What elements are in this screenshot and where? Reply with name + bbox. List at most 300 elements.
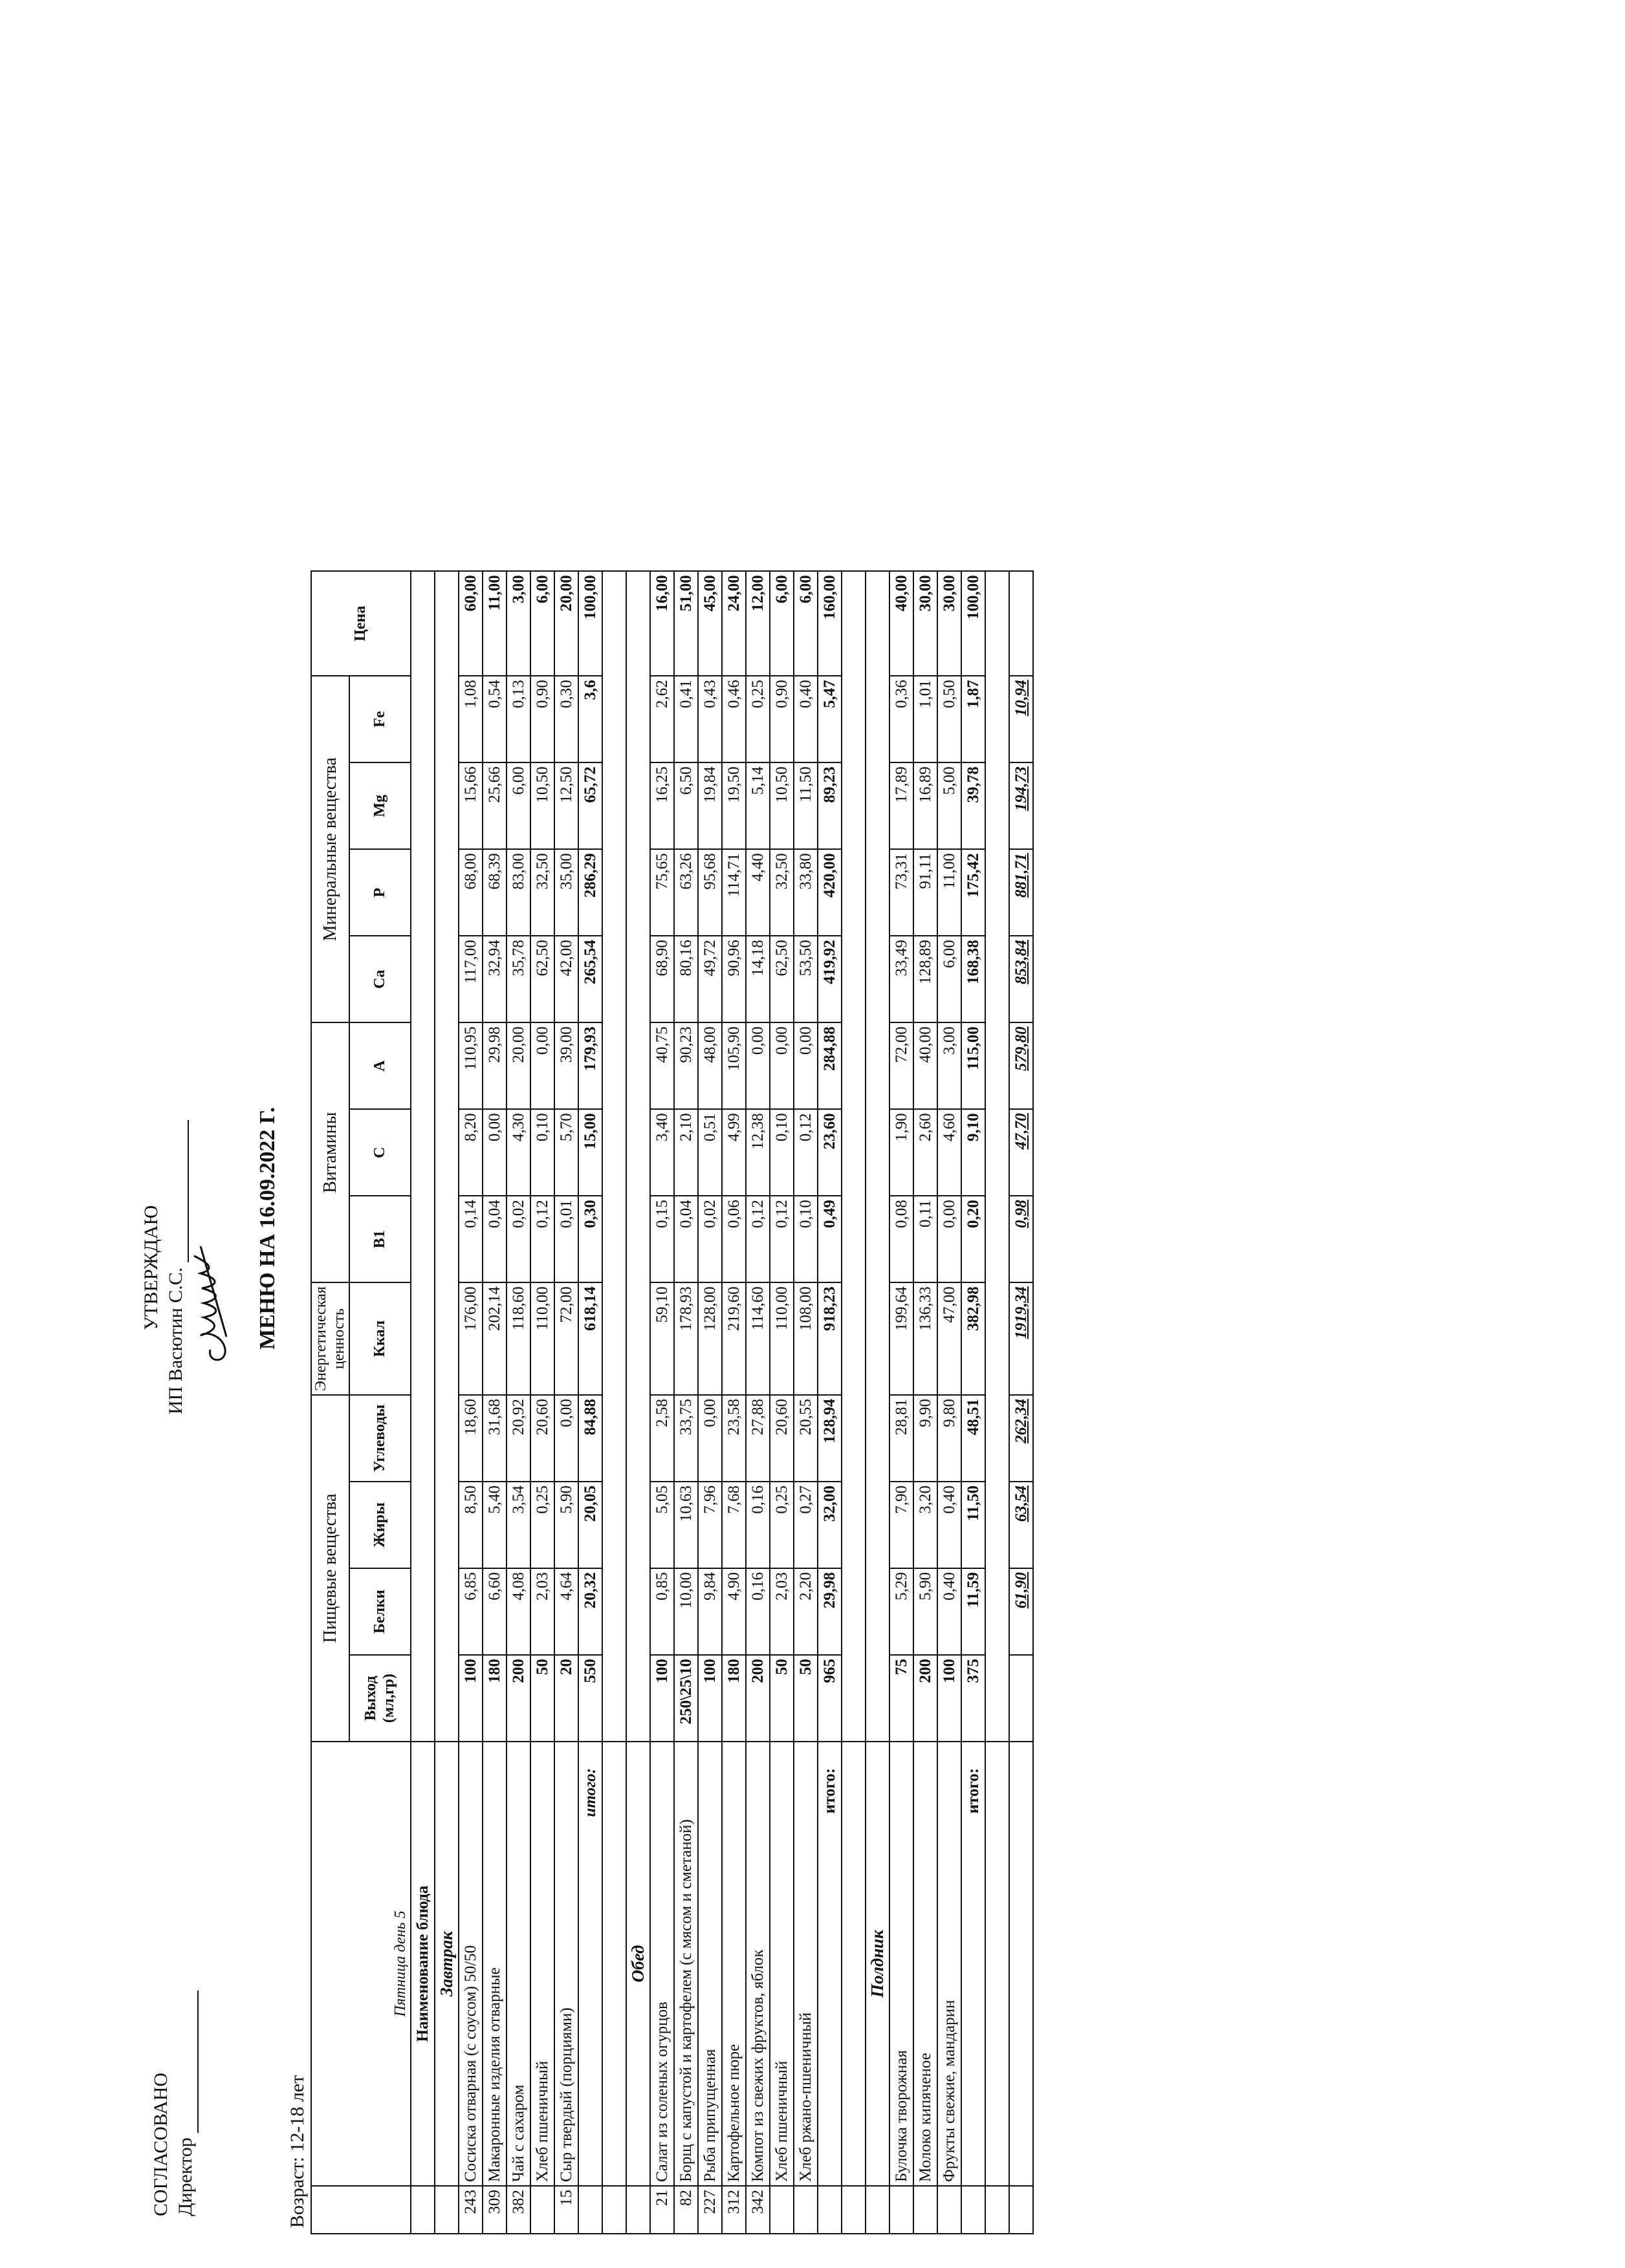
dish-code: 15 [554, 2186, 578, 2234]
section-title-row [866, 571, 889, 2234]
cell-fat: 5,90 [554, 1482, 578, 1568]
cell-price: 6,00 [530, 571, 554, 676]
cell-out: 200 [913, 1655, 937, 1742]
total-b1: 0,49 [818, 1196, 842, 1282]
cell-carb: 9,90 [913, 1395, 937, 1482]
cell-fat: 7,68 [722, 1482, 746, 1568]
header-fe: Fe [349, 676, 411, 762]
cell-prot: 2,03 [530, 1568, 554, 1655]
cell-c: 2,10 [674, 1109, 698, 1196]
dish-code [530, 2186, 554, 2234]
cell-c: 0,10 [770, 1109, 794, 1196]
cell-carb: 31,68 [483, 1395, 507, 1482]
table-row [650, 571, 674, 2234]
cell-fat: 0,16 [746, 1482, 770, 1568]
header-ca: Ca [349, 936, 411, 1022]
dish-name: Молоко кипяченое [913, 1742, 937, 2186]
cell-ca: 128,89 [913, 936, 937, 1022]
cell-out: 50 [530, 1655, 554, 1742]
cell-ca: 80,16 [674, 936, 698, 1022]
cell-b1: 0,14 [459, 1196, 483, 1282]
cell-mg: 15,66 [459, 762, 483, 849]
cell-mg: 6,00 [507, 762, 530, 849]
cell-mg: 12,50 [554, 762, 578, 849]
header-carbs: Углеводы [349, 1395, 411, 1482]
total-b1: 0,20 [961, 1196, 985, 1282]
cell-kcal: 59,10 [650, 1282, 674, 1395]
dish-code: 243 [459, 2186, 483, 2234]
cell-c: 0,00 [483, 1109, 507, 1196]
cell-p: 32,50 [530, 849, 554, 936]
cell-b1: 0,12 [770, 1196, 794, 1282]
total-out: 550 [578, 1655, 602, 1742]
table-row [770, 571, 794, 2234]
cell-carb: 0,00 [698, 1395, 722, 1482]
cell-carb: 27,88 [746, 1395, 770, 1482]
cell-c: 12,38 [746, 1109, 770, 1196]
table-row [722, 571, 746, 2234]
total-c: 15,00 [578, 1109, 602, 1196]
cell-price: 51,00 [674, 571, 698, 676]
cell-fat: 10,63 [674, 1482, 698, 1568]
section-total-row [578, 571, 602, 2234]
cell-p: 75,65 [650, 849, 674, 936]
dish-name: Хлеб пшеничный [770, 1742, 794, 2186]
cell-c: 5,70 [554, 1109, 578, 1196]
total-fat: 11,50 [961, 1482, 985, 1568]
dish-code [889, 2186, 913, 2234]
cell-price: 3,00 [507, 571, 530, 676]
cell-price: 30,00 [913, 571, 937, 676]
agreed-block [149, 1991, 199, 2216]
cell-c: 0,10 [530, 1109, 554, 1196]
total-mg: 65,72 [578, 762, 602, 849]
cell-price: 45,00 [698, 571, 722, 676]
total-fe: 5,47 [818, 676, 842, 762]
section-title-row [435, 571, 459, 2234]
cell-fat: 0,27 [794, 1482, 818, 1568]
cell-fe: 0,25 [746, 676, 770, 762]
dish-name: Фрукты свежие, мандарин [937, 1742, 961, 2186]
cell-b1: 0,02 [507, 1196, 530, 1282]
cell-a: 105,90 [722, 1022, 746, 1109]
cell-b1: 0,04 [483, 1196, 507, 1282]
header-b1: B1 [349, 1196, 411, 1282]
cell-kcal: 110,00 [770, 1282, 794, 1395]
dish-name: Компот из свежих фруктов, яблок [746, 1742, 770, 2186]
cell-prot: 6,60 [483, 1568, 507, 1655]
section-title: Полдник [866, 1742, 889, 2186]
snack-section [866, 571, 1009, 2234]
section-total-row [961, 571, 985, 2234]
table-row [507, 571, 530, 2234]
menu-title: МЕНЮ НА 16.09.2022 Г. [256, 1107, 279, 1350]
cell-price: 20,00 [554, 571, 578, 676]
cell-kcal: 219,60 [722, 1282, 746, 1395]
header-vitamins: Витамины [311, 1022, 349, 1282]
cell-fe: 0,90 [530, 676, 554, 762]
grand-prot: 61,90 [1009, 1568, 1033, 1655]
cell-a: 20,00 [507, 1022, 530, 1109]
cell-kcal: 136,33 [913, 1282, 937, 1395]
cell-a: 40,00 [913, 1022, 937, 1109]
cell-c: 0,51 [698, 1109, 722, 1196]
cell-fe: 0,43 [698, 676, 722, 762]
total-fe: 1,87 [961, 676, 985, 762]
total-prot: 11,59 [961, 1568, 985, 1655]
cell-fat: 7,90 [889, 1482, 913, 1568]
cell-out: 100 [937, 1655, 961, 1742]
cell-ca: 14,18 [746, 936, 770, 1022]
cell-price: 6,00 [770, 571, 794, 676]
cell-mg: 25,66 [483, 762, 507, 849]
cell-mg: 17,89 [889, 762, 913, 849]
cell-a: 72,00 [889, 1022, 913, 1109]
header-p: P [349, 849, 411, 936]
cell-fe: 0,41 [674, 676, 698, 762]
grand-mg: 194,73 [1009, 762, 1033, 849]
cell-c: 0,12 [794, 1109, 818, 1196]
header-fat: Жиры [349, 1482, 411, 1568]
menu-table [311, 570, 1034, 2234]
grand-total-row [1009, 571, 1033, 2234]
cell-prot: 5,90 [913, 1568, 937, 1655]
cell-c: 4,99 [722, 1109, 746, 1196]
header-dish-name: Наименование блюда [411, 1742, 435, 2186]
dish-code [937, 2186, 961, 2234]
total-kcal: 618,14 [578, 1282, 602, 1395]
spacer-row [985, 571, 1009, 2234]
cell-mg: 19,50 [722, 762, 746, 849]
cell-kcal: 128,00 [698, 1282, 722, 1395]
cell-fe: 0,90 [770, 676, 794, 762]
grand-ca: 853,84 [1009, 936, 1033, 1022]
cell-ca: 62,50 [770, 936, 794, 1022]
dish-code [913, 2186, 937, 2234]
total-out: 965 [818, 1655, 842, 1742]
cell-kcal: 47,00 [937, 1282, 961, 1395]
grand-a: 579,80 [1009, 1022, 1033, 1109]
cell-prot: 2,20 [794, 1568, 818, 1655]
dish-name: Хлеб ржано-пшеничный [794, 1742, 818, 2186]
table-row [794, 571, 818, 2234]
total-price: 100,00 [578, 571, 602, 676]
total-c: 9,10 [961, 1109, 985, 1196]
header-name-row [411, 571, 435, 2234]
table-row [746, 571, 770, 2234]
cell-out: 250\25\10 [674, 1655, 698, 1742]
lunch-section [626, 571, 866, 2234]
total-out: 375 [961, 1655, 985, 1742]
cell-price: 40,00 [889, 571, 913, 676]
dish-code: 227 [698, 2186, 722, 2234]
table-row [554, 571, 578, 2234]
total-p: 175,42 [961, 849, 985, 936]
dish-code: 312 [722, 2186, 746, 2234]
cell-prot: 4,64 [554, 1568, 578, 1655]
cell-out: 100 [698, 1655, 722, 1742]
total-a: 284,88 [818, 1022, 842, 1109]
agreed-director-label: Директор [174, 2137, 196, 2216]
day-label: Пятница день 5 [311, 1742, 411, 2186]
cell-b1: 0,10 [794, 1196, 818, 1282]
total-label: итого: [578, 1742, 602, 2186]
cell-out: 180 [722, 1655, 746, 1742]
cell-carb: 28,81 [889, 1395, 913, 1482]
grand-c: 47,70 [1009, 1109, 1033, 1196]
dish-name: Салат из соленых огурцов [650, 1742, 674, 2186]
table-row [937, 571, 961, 2234]
cell-b1: 0,06 [722, 1196, 746, 1282]
cell-fat: 3,20 [913, 1482, 937, 1568]
cell-b1: 0,04 [674, 1196, 698, 1282]
cell-c: 3,40 [650, 1109, 674, 1196]
total-label: итого: [818, 1742, 842, 2186]
cell-a: 0,00 [794, 1022, 818, 1109]
cell-b1: 0,00 [937, 1196, 961, 1282]
agreed-director-line [173, 1991, 199, 2216]
header-price: Цена [311, 571, 411, 676]
cell-c: 2,60 [913, 1109, 937, 1196]
cell-p: 11,00 [937, 849, 961, 936]
cell-p: 4,40 [746, 849, 770, 936]
total-fat: 20,05 [578, 1482, 602, 1568]
cell-fe: 0,13 [507, 676, 530, 762]
total-price: 160,00 [818, 571, 842, 676]
total-carb: 128,94 [818, 1395, 842, 1482]
total-ca: 265,54 [578, 936, 602, 1022]
total-ca: 419,92 [818, 936, 842, 1022]
cell-c: 8,20 [459, 1109, 483, 1196]
section-title-row [626, 571, 650, 2234]
cell-b1: 0,01 [554, 1196, 578, 1282]
cell-kcal: 72,00 [554, 1282, 578, 1395]
cell-out: 50 [770, 1655, 794, 1742]
header-c: C [349, 1109, 411, 1196]
grand-fat: 63,54 [1009, 1482, 1033, 1568]
cell-mg: 16,25 [650, 762, 674, 849]
dish-name: Хлеб пшеничный [530, 1742, 554, 2186]
cell-carb: 18,60 [459, 1395, 483, 1482]
grand-kcal: 1919,34 [1009, 1282, 1033, 1395]
dish-code [794, 2186, 818, 2234]
total-carb: 84,88 [578, 1395, 602, 1482]
table-row [889, 571, 913, 2234]
total-mg: 39,78 [961, 762, 985, 849]
total-fe: 3,6 [578, 676, 602, 762]
header-output: Выход (мл,гр) [349, 1655, 411, 1742]
cell-fat: 7,96 [698, 1482, 722, 1568]
cell-a: 0,00 [770, 1022, 794, 1109]
cell-carb: 20,92 [507, 1395, 530, 1482]
cell-mg: 6,50 [674, 762, 698, 849]
header-a: A [349, 1022, 411, 1109]
cell-kcal: 114,60 [746, 1282, 770, 1395]
cell-fe: 0,40 [794, 676, 818, 762]
cell-a: 40,75 [650, 1022, 674, 1109]
cell-a: 29,98 [483, 1022, 507, 1109]
cell-b1: 0,12 [746, 1196, 770, 1282]
cell-fat: 3,54 [507, 1482, 530, 1568]
cell-b1: 0,15 [650, 1196, 674, 1282]
grand-b1: 0,98 [1009, 1196, 1033, 1282]
total-kcal: 918,23 [818, 1282, 842, 1395]
cell-p: 33,80 [794, 849, 818, 936]
dish-name: Макаронные изделия отварные [483, 1742, 507, 2186]
cell-fat: 5,40 [483, 1482, 507, 1568]
cell-carb: 20,60 [770, 1395, 794, 1482]
dish-code: 342 [746, 2186, 770, 2234]
cell-mg: 5,14 [746, 762, 770, 849]
header-nutrients: Пищевые вещества [311, 1395, 349, 1742]
total-kcal: 382,98 [961, 1282, 985, 1395]
cell-a: 48,00 [698, 1022, 722, 1109]
cell-ca: 90,96 [722, 936, 746, 1022]
cell-c: 4,30 [507, 1109, 530, 1196]
agreed-signature-blank [173, 1991, 199, 2133]
cell-mg: 19,84 [698, 762, 722, 849]
dish-code: 309 [483, 2186, 507, 2234]
table-row [674, 571, 698, 2234]
cell-a: 110,95 [459, 1022, 483, 1109]
cell-ca: 62,50 [530, 936, 554, 1022]
cell-kcal: 178,93 [674, 1282, 698, 1395]
cell-a: 0,00 [746, 1022, 770, 1109]
cell-fat: 0,40 [937, 1482, 961, 1568]
cell-out: 200 [746, 1655, 770, 1742]
total-price: 100,00 [961, 571, 985, 676]
cell-p: 83,00 [507, 849, 530, 936]
dish-name: Сыр твердый (порциями) [554, 1742, 578, 2186]
header-energy: Энергетическая ценность [311, 1282, 349, 1395]
cell-fe: 0,50 [937, 676, 961, 762]
cell-fat: 8,50 [459, 1482, 483, 1568]
cell-ca: 33,49 [889, 936, 913, 1022]
cell-a: 90,23 [674, 1022, 698, 1109]
total-ca: 168,38 [961, 936, 985, 1022]
total-mg: 89,23 [818, 762, 842, 849]
section-title: Обед [626, 1742, 650, 2186]
cell-fe: 1,08 [459, 676, 483, 762]
spacer-row [602, 571, 626, 2234]
cell-out: 75 [889, 1655, 913, 1742]
cell-carb: 33,75 [674, 1395, 698, 1482]
cell-p: 35,00 [554, 849, 578, 936]
cell-mg: 11,50 [794, 762, 818, 849]
total-p: 286,29 [578, 849, 602, 936]
cell-b1: 0,08 [889, 1196, 913, 1282]
cell-price: 6,00 [794, 571, 818, 676]
table-row [530, 571, 554, 2234]
dish-name: Картофельное пюре [722, 1742, 746, 2186]
dish-name: Чай с сахаром [507, 1742, 530, 2186]
cell-ca: 32,94 [483, 936, 507, 1022]
header-row-groups [311, 571, 349, 2234]
cell-carb: 9,80 [937, 1395, 961, 1482]
cell-out: 200 [507, 1655, 530, 1742]
cell-p: 73,31 [889, 849, 913, 936]
cell-mg: 5,00 [937, 762, 961, 849]
section-title: Завтрак [435, 1742, 459, 2186]
cell-a: 0,00 [530, 1022, 554, 1109]
cell-out: 180 [483, 1655, 507, 1742]
cell-out: 100 [459, 1655, 483, 1742]
cell-prot: 9,84 [698, 1568, 722, 1655]
cell-mg: 16,89 [913, 762, 937, 849]
cell-b1: 0,12 [530, 1196, 554, 1282]
total-prot: 20,32 [578, 1568, 602, 1655]
cell-price: 24,00 [722, 571, 746, 676]
cell-p: 114,71 [722, 849, 746, 936]
cell-carb: 2,58 [650, 1395, 674, 1482]
table-row [483, 571, 507, 2234]
cell-out: 20 [554, 1655, 578, 1742]
cell-prot: 0,16 [746, 1568, 770, 1655]
header-mg: Mg [349, 762, 411, 849]
cell-p: 91,11 [913, 849, 937, 936]
header-minerals: Минеральные вещества [311, 676, 349, 1022]
handwritten-signature [181, 1227, 239, 1376]
cell-ca: 6,00 [937, 936, 961, 1022]
cell-price: 30,00 [937, 571, 961, 676]
cell-fat: 5,05 [650, 1482, 674, 1568]
cell-prot: 5,29 [889, 1568, 913, 1655]
cell-fe: 1,01 [913, 676, 937, 762]
cell-p: 32,50 [770, 849, 794, 936]
cell-ca: 53,50 [794, 936, 818, 1022]
header-kcal: Ккал [349, 1282, 411, 1395]
approve-signer-name: ИП Васютин С.С. [164, 1267, 186, 1414]
cell-kcal: 110,00 [530, 1282, 554, 1395]
cell-fe: 0,30 [554, 676, 578, 762]
cell-ca: 49,72 [698, 936, 722, 1022]
cell-prot: 6,85 [459, 1568, 483, 1655]
cell-price: 11,00 [483, 571, 507, 676]
cell-out: 100 [650, 1655, 674, 1742]
cell-p: 63,26 [674, 849, 698, 936]
dish-code [770, 2186, 794, 2234]
cell-prot: 0,40 [937, 1568, 961, 1655]
total-prot: 29,98 [818, 1568, 842, 1655]
dish-name: Рыба припущенная [698, 1742, 722, 2186]
approve-title: УТВЕРЖДАЮ [140, 1205, 162, 1330]
cell-prot: 4,08 [507, 1568, 530, 1655]
cell-kcal: 202,14 [483, 1282, 507, 1395]
total-a: 179,93 [578, 1022, 602, 1109]
cell-carb: 20,60 [530, 1395, 554, 1482]
table-row [913, 571, 937, 2234]
cell-carb: 20,55 [794, 1395, 818, 1482]
total-p: 420,00 [818, 849, 842, 936]
cell-p: 95,68 [698, 849, 722, 936]
cell-mg: 10,50 [530, 762, 554, 849]
cell-fe: 2,62 [650, 676, 674, 762]
cell-ca: 42,00 [554, 936, 578, 1022]
cell-prot: 0,85 [650, 1568, 674, 1655]
total-c: 23,60 [818, 1109, 842, 1196]
total-b1: 0,30 [578, 1196, 602, 1282]
cell-price: 60,00 [459, 571, 483, 676]
total-label: итого: [961, 1742, 985, 2186]
cell-mg: 10,50 [770, 762, 794, 849]
table-row [459, 571, 483, 2234]
cell-fe: 0,54 [483, 676, 507, 762]
total-carb: 48,51 [961, 1395, 985, 1482]
total-fat: 32,00 [818, 1482, 842, 1568]
cell-prot: 4,90 [722, 1568, 746, 1655]
dish-name: Борщ с капустой и картофелем (с мясом и сметаной) [674, 1742, 698, 2186]
section-total-row [818, 571, 842, 2234]
